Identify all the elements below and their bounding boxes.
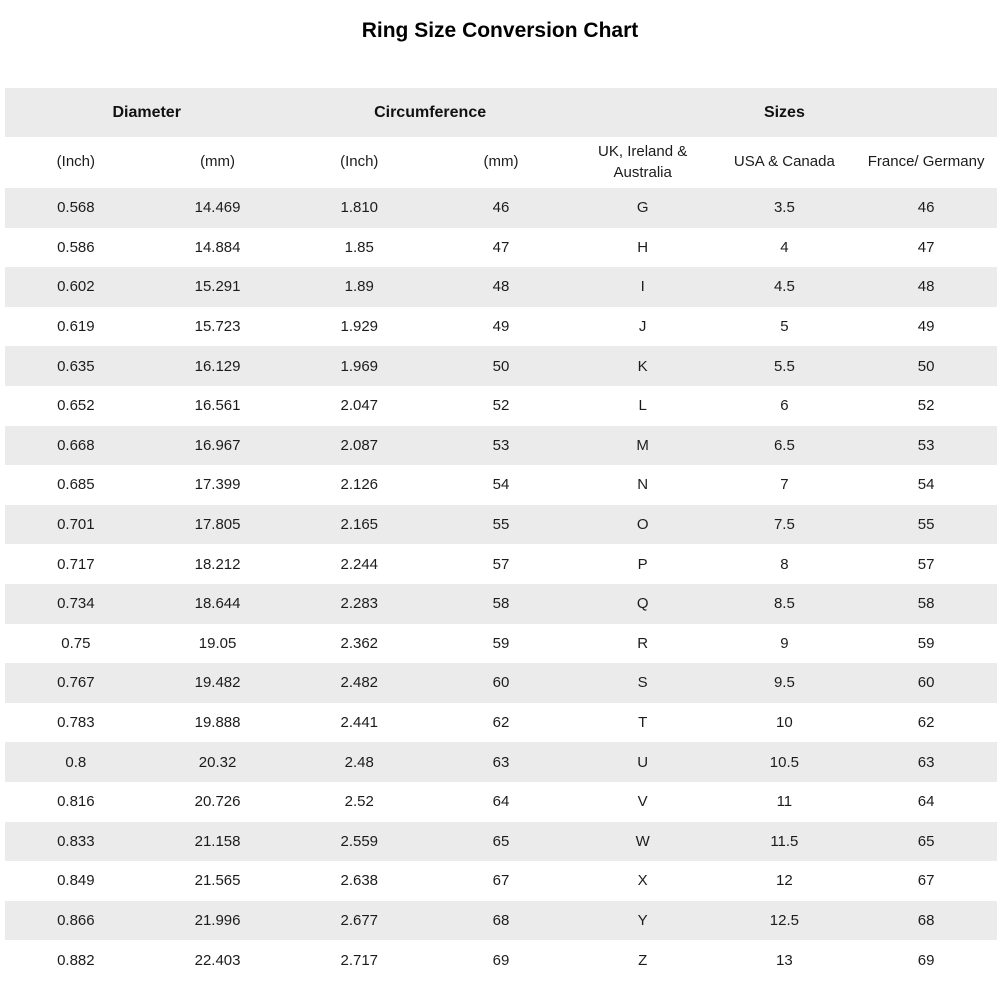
table-cell: 20.726 (194, 793, 241, 811)
table-cell: 68 (855, 901, 997, 941)
table-cell: R (637, 634, 649, 652)
column-header-france-germany: France/ Germany (855, 137, 997, 188)
table-cell: 0.882 (57, 951, 95, 969)
table-cell: 4.5 (714, 267, 856, 307)
table-cell: 7.5 (714, 505, 856, 545)
table-cell: 15.723 (194, 318, 241, 336)
table-cell: 0.717 (57, 555, 95, 573)
table-header (5, 88, 997, 188)
table-cell: 49 (492, 318, 510, 336)
table-cell: 2.48 (288, 742, 430, 782)
table-row (5, 346, 997, 386)
table-cell: 22.403 (194, 951, 241, 969)
table-row (5, 624, 997, 664)
table-container (5, 88, 997, 980)
table-cell: 2.559 (288, 822, 430, 862)
table-cell: N (637, 476, 649, 494)
table-cell: 12 (776, 872, 793, 890)
table-row (5, 544, 997, 584)
table-cell: 62 (492, 714, 510, 732)
table-cell: G (572, 188, 714, 228)
table-cell: Q (572, 584, 714, 624)
table-cell: 21.158 (147, 822, 289, 862)
table-cell: 60 (855, 663, 997, 703)
table-cell: 0.734 (5, 584, 147, 624)
table-cell: 2.677 (288, 901, 430, 941)
table-row (5, 861, 997, 901)
table-cell: 48 (430, 267, 572, 307)
table-cell: 55 (855, 505, 997, 545)
table-cell: 46 (855, 188, 997, 228)
table-cell: 60 (430, 663, 572, 703)
table-cell: 1.969 (288, 346, 430, 386)
table-cell: 68 (430, 901, 572, 941)
table-cell: 19.888 (194, 714, 241, 732)
table-cell: 65 (430, 822, 572, 862)
table-cell: 18.644 (147, 584, 289, 624)
table-cell: Z (638, 951, 648, 969)
table-cell: 16.967 (147, 426, 289, 466)
page-title: Ring Size Conversion Chart (361, 19, 639, 42)
table-cell: 0.75 (61, 634, 91, 652)
table-row (5, 703, 997, 743)
table-cell: 52 (917, 397, 935, 415)
table-cell: 58 (855, 584, 997, 624)
table-cell: 17.805 (147, 505, 289, 545)
table-cell: 69 (492, 951, 510, 969)
table-cell: 2.047 (340, 397, 379, 415)
table-cell: 50 (855, 346, 997, 386)
table-cell: 48 (855, 267, 997, 307)
table-cell: 13 (776, 951, 793, 969)
table-cell: 2.441 (340, 714, 379, 732)
table-cell: 62 (917, 714, 935, 732)
table-cell: 8.5 (714, 584, 856, 624)
table-cell: 1.810 (288, 188, 430, 228)
table-cell: 0.619 (57, 318, 95, 336)
table-cell: 0.635 (5, 346, 147, 386)
table-row (5, 663, 997, 703)
group-header-sizes: Sizes (572, 88, 997, 137)
table-cell: 16.129 (147, 346, 289, 386)
table-cell: 0.816 (57, 793, 95, 811)
table-cell: 6.5 (714, 426, 856, 466)
table-cell: 12.5 (714, 901, 856, 941)
table-cell: K (572, 346, 714, 386)
table-cell: 49 (917, 318, 935, 336)
table-cell: 20.32 (147, 742, 289, 782)
table-cell: H (637, 238, 649, 256)
table-cell: 58 (430, 584, 572, 624)
table-cell: 2.482 (288, 663, 430, 703)
table-cell: 0.849 (57, 872, 95, 890)
table-cell: 47 (492, 238, 510, 256)
table-cell: 0.568 (5, 188, 147, 228)
table-cell: 67 (492, 872, 510, 890)
group-header-circumference: Circumference (288, 88, 571, 137)
table-cell: 19.482 (147, 663, 289, 703)
table-cell: 6 (780, 397, 789, 415)
table-cell: 0.866 (5, 901, 147, 941)
table-cell: J (638, 318, 647, 336)
table-row (5, 426, 997, 466)
table-cell: 55 (430, 505, 572, 545)
table-cell: 5.5 (714, 346, 856, 386)
table-cell: 2.638 (340, 872, 379, 890)
table-cell: 63 (430, 742, 572, 782)
table-cell: 11.5 (714, 822, 856, 862)
table-cell: 0.668 (5, 426, 147, 466)
group-header-row (5, 88, 997, 137)
table-cell: 10 (776, 714, 793, 732)
table-row (5, 505, 997, 545)
table-cell: 7 (780, 476, 789, 494)
table-cell: P (637, 555, 648, 573)
table-cell: I (572, 267, 714, 307)
column-header-usa-canada: USA & Canada (714, 137, 856, 188)
table-row (5, 307, 997, 347)
table-cell: 52 (492, 397, 510, 415)
table-cell: 2.165 (288, 505, 430, 545)
table-cell: S (572, 663, 714, 703)
table-cell: 1.89 (288, 267, 430, 307)
table-cell: 11 (776, 793, 793, 811)
table-cell: 1.85 (344, 238, 374, 256)
table-cell: 0.8 (5, 742, 147, 782)
table-cell: 59 (492, 634, 510, 652)
table-row (5, 782, 997, 822)
table-cell: 54 (492, 476, 510, 494)
table-cell: 2.087 (288, 426, 430, 466)
table-cell: 2.52 (344, 793, 374, 811)
table-row (5, 822, 997, 862)
table-cell: 53 (430, 426, 572, 466)
table-row (5, 267, 997, 307)
table-cell: 0.783 (57, 714, 95, 732)
table-row (5, 386, 997, 426)
column-header-uk-ireland-australia: UK, Ireland & Australia (572, 137, 714, 188)
table-row (5, 584, 997, 624)
table-cell: Y (572, 901, 714, 941)
table-cell: 57 (492, 555, 510, 573)
table-cell: 10.5 (714, 742, 856, 782)
table-cell: 46 (430, 188, 572, 228)
table-cell: 69 (917, 951, 935, 969)
table-cell: 21.565 (194, 872, 241, 890)
table-cell: 9.5 (714, 663, 856, 703)
table-cell: L (638, 397, 647, 415)
table-row (5, 188, 997, 228)
table-cell: 0.586 (57, 238, 95, 256)
column-header-circumference-mm: (mm) (430, 137, 572, 188)
table-row (5, 940, 997, 980)
column-header-circumference-inch: (Inch) (288, 137, 430, 188)
table-cell: 54 (917, 476, 935, 494)
table-cell: 19.05 (198, 634, 237, 652)
table-cell: 14.884 (194, 238, 241, 256)
table-cell: 15.291 (147, 267, 289, 307)
table-cell: M (572, 426, 714, 466)
table-cell: 0.602 (5, 267, 147, 307)
table-cell: 9 (780, 634, 789, 652)
table-cell: 2.126 (340, 476, 379, 494)
table-cell: 0.652 (57, 397, 95, 415)
table-cell: 0.767 (5, 663, 147, 703)
table-row (5, 228, 997, 268)
table-cell: 63 (855, 742, 997, 782)
table-cell: 2.283 (288, 584, 430, 624)
table-cell: 57 (917, 555, 935, 573)
table-cell: 67 (917, 872, 935, 890)
table-cell: 3.5 (714, 188, 856, 228)
table-cell: 18.212 (194, 555, 241, 573)
table-cell: 8 (780, 555, 789, 573)
table-cell: 5 (780, 318, 789, 336)
table-cell: 47 (917, 238, 935, 256)
group-header-diameter: Diameter (5, 88, 288, 137)
ring-size-conversion-table (5, 88, 997, 980)
table-cell: 50 (430, 346, 572, 386)
table-row (5, 465, 997, 505)
table-cell: 2.244 (340, 555, 379, 573)
table-cell: 17.399 (194, 476, 241, 494)
table-cell: 64 (492, 793, 510, 811)
table-cell: 21.996 (147, 901, 289, 941)
table-row (5, 901, 997, 941)
table-cell: U (572, 742, 714, 782)
table-cell: 65 (855, 822, 997, 862)
table-cell: O (572, 505, 714, 545)
table-cell: 2.362 (340, 634, 379, 652)
column-header-diameter-inch: (Inch) (5, 137, 147, 188)
table-cell: 0.685 (57, 476, 95, 494)
column-header-diameter-mm: (mm) (147, 137, 289, 188)
table-cell: X (637, 872, 648, 890)
table-cell: V (637, 793, 648, 811)
table-body (5, 188, 997, 980)
table-cell: 14.469 (147, 188, 289, 228)
table-cell: 4 (780, 238, 789, 256)
table-cell: 16.561 (194, 397, 241, 415)
table-cell: 1.929 (340, 318, 379, 336)
table-cell: 53 (855, 426, 997, 466)
table-cell: 0.833 (5, 822, 147, 862)
table-cell: W (572, 822, 714, 862)
table-cell: T (638, 714, 648, 732)
table-cell: 64 (917, 793, 935, 811)
table-cell: 0.701 (5, 505, 147, 545)
table-row (5, 742, 997, 782)
table-cell: 2.717 (340, 951, 379, 969)
table-cell: 59 (917, 634, 935, 652)
column-header-row (5, 137, 997, 188)
